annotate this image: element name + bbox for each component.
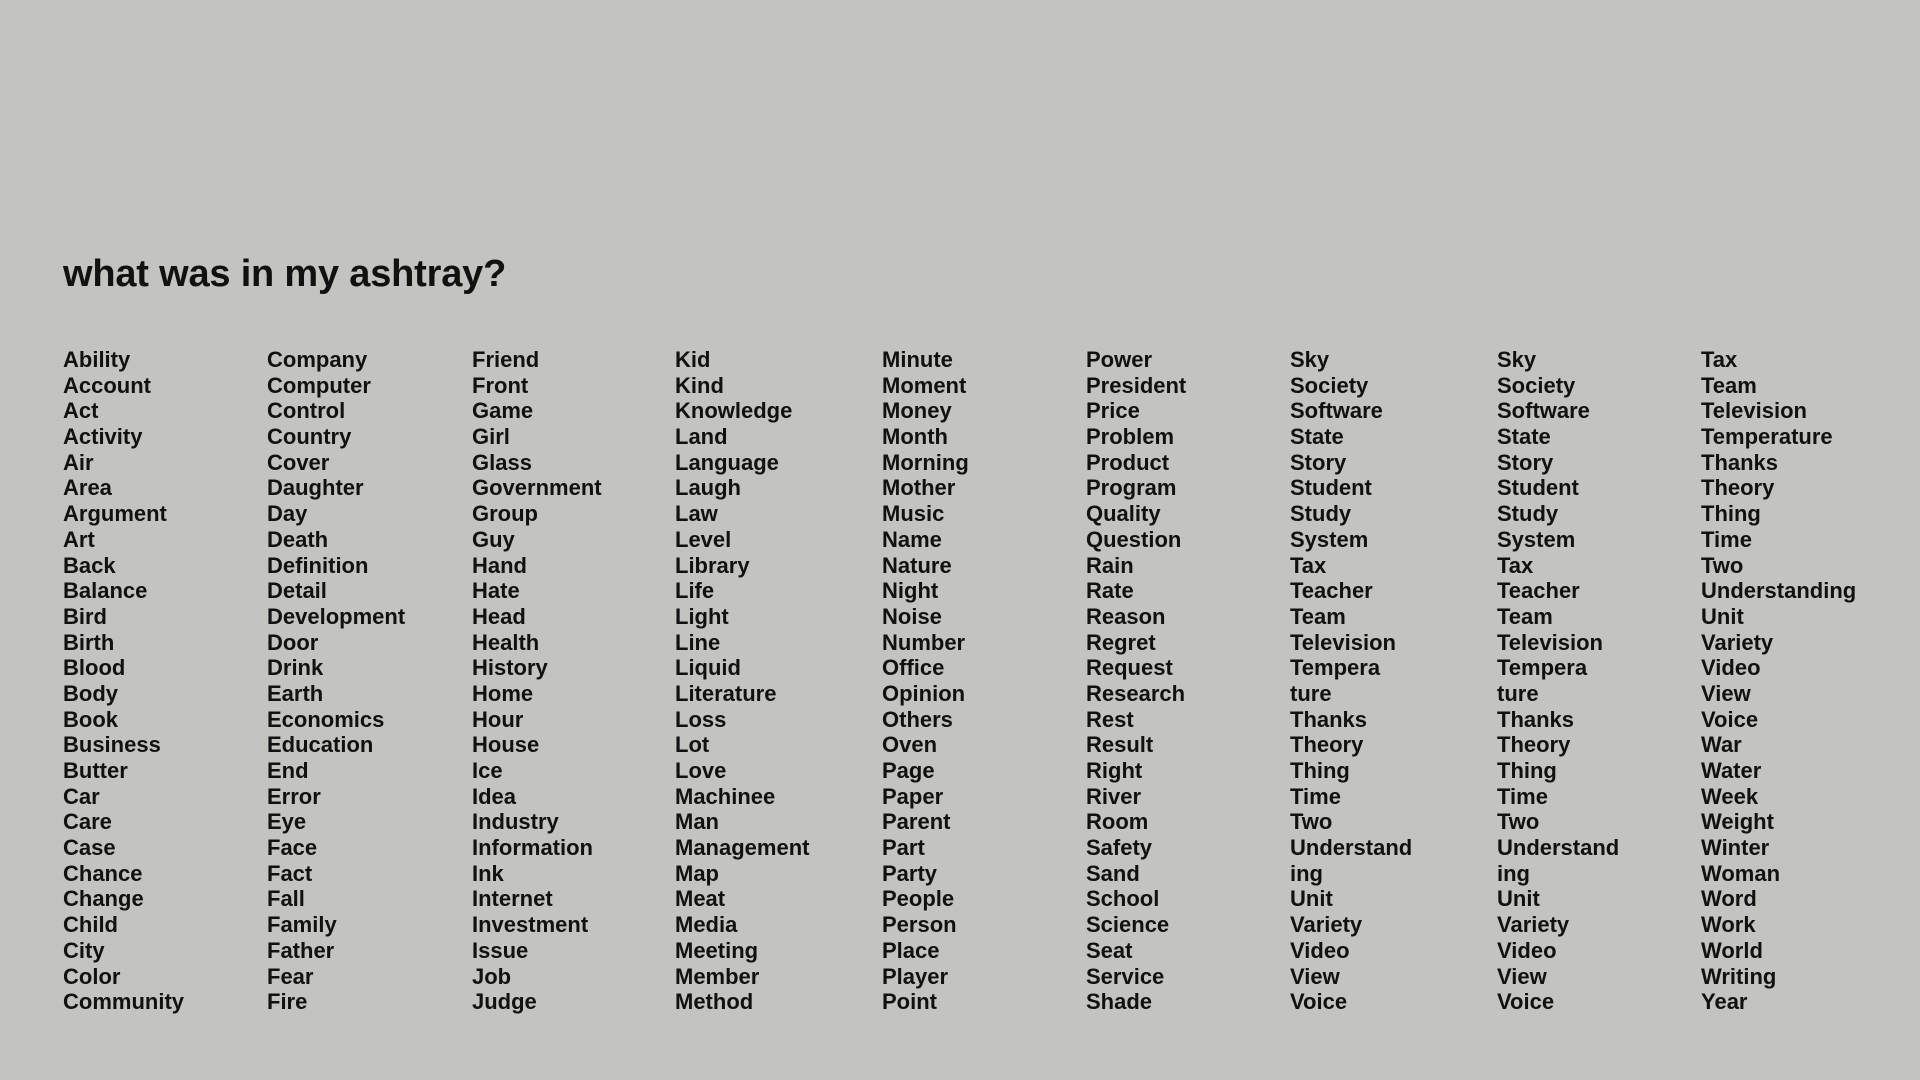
word-item: Time bbox=[1701, 526, 1752, 552]
word-item: System bbox=[1290, 526, 1369, 552]
word-item: Team bbox=[1290, 603, 1346, 629]
word-item: Money bbox=[882, 398, 952, 424]
word-item: Opinion bbox=[882, 680, 966, 706]
word-item: System bbox=[1497, 526, 1576, 552]
word-item: Member bbox=[675, 963, 760, 989]
word-item: Music bbox=[882, 501, 945, 527]
word-item: Art bbox=[63, 526, 95, 552]
word-item: Family bbox=[267, 912, 337, 938]
word-item: Moment bbox=[882, 372, 967, 398]
word-item: Body bbox=[63, 680, 118, 706]
word-item: Machinee bbox=[675, 783, 776, 809]
word-item: Morning bbox=[882, 449, 969, 475]
word-item: Person bbox=[882, 912, 957, 938]
word-item: Service bbox=[1086, 963, 1165, 989]
word-item: Teacher bbox=[1290, 578, 1373, 604]
word-item: Method bbox=[675, 989, 754, 1015]
word-item: Problem bbox=[1086, 424, 1175, 450]
word-item: Minute bbox=[882, 347, 953, 372]
word-item: Two bbox=[1701, 552, 1744, 578]
word-item: Internet bbox=[472, 886, 553, 912]
word-item: Student bbox=[1290, 475, 1372, 501]
word-item: Paper bbox=[882, 783, 944, 809]
page-title: what was in my ashtray? bbox=[63, 253, 507, 295]
word-item: Child bbox=[63, 912, 118, 938]
word-item: Result bbox=[1086, 732, 1154, 758]
word-item: Meat bbox=[675, 886, 726, 912]
word-item: View bbox=[1290, 963, 1340, 989]
word-item: Voice bbox=[1290, 989, 1348, 1015]
word-item: Fire bbox=[267, 989, 308, 1015]
word-item: Library bbox=[675, 552, 750, 578]
word-item: Investment bbox=[472, 912, 589, 938]
word-item: Sand bbox=[1086, 860, 1140, 886]
word-item: Question bbox=[1086, 526, 1182, 552]
word-item: Life bbox=[675, 578, 715, 604]
word-item: Thanks bbox=[1701, 449, 1779, 475]
word-item: Death bbox=[267, 526, 329, 552]
word-item: Understanding bbox=[1701, 578, 1857, 604]
word-item: ture bbox=[1497, 680, 1539, 706]
word-item: Blood bbox=[63, 655, 126, 681]
word-item: Thing bbox=[1497, 758, 1557, 783]
word-item: Name bbox=[882, 526, 942, 552]
word-item: Group bbox=[472, 501, 538, 527]
word-item: Research bbox=[1086, 680, 1186, 706]
word-item: Sky bbox=[1290, 347, 1330, 372]
word-item: Drink bbox=[267, 655, 324, 681]
word-item: Video bbox=[1701, 655, 1761, 681]
word-item: Team bbox=[1497, 603, 1553, 629]
word-item: Two bbox=[1290, 809, 1333, 835]
word-item: Rain bbox=[1086, 552, 1134, 578]
word-item: Thing bbox=[1701, 501, 1761, 527]
word-item: Time bbox=[1290, 783, 1341, 809]
word-item: School bbox=[1086, 886, 1160, 912]
word-item: Party bbox=[882, 860, 938, 886]
word-item: Thanks bbox=[1290, 706, 1368, 732]
word-item: Game bbox=[472, 398, 534, 424]
word-item: History bbox=[472, 655, 548, 681]
word-item: Level bbox=[675, 526, 732, 552]
word-item: Week bbox=[1701, 783, 1759, 809]
word-item: Girl bbox=[472, 424, 510, 450]
word-item: Teacher bbox=[1497, 578, 1580, 604]
word-item: Hand bbox=[472, 552, 527, 578]
word-item: Error bbox=[267, 783, 321, 809]
word-item: Seat bbox=[1086, 937, 1133, 963]
word-item: Software bbox=[1497, 398, 1590, 424]
word-item: Television bbox=[1497, 629, 1603, 655]
word-item: Head bbox=[472, 603, 526, 629]
word-item: Meeting bbox=[675, 937, 759, 963]
word-item: Activity bbox=[63, 424, 143, 450]
word-item: Room bbox=[1086, 809, 1149, 835]
word-item: Point bbox=[882, 989, 937, 1015]
word-item: Liquid bbox=[675, 655, 741, 681]
word-item: Earth bbox=[267, 680, 324, 706]
word-item: Lot bbox=[675, 732, 710, 758]
word-item: ture bbox=[1290, 680, 1332, 706]
word-item: Parent bbox=[882, 809, 951, 835]
word-item: Rest bbox=[1086, 706, 1134, 732]
word-item: River bbox=[1086, 783, 1142, 809]
word-item: Community bbox=[63, 989, 184, 1015]
word-item: Society bbox=[1497, 372, 1576, 398]
word-item: Variety bbox=[1701, 629, 1774, 655]
word-item: View bbox=[1701, 680, 1751, 706]
word-item: Fall bbox=[267, 886, 305, 912]
word-item: Map bbox=[675, 860, 719, 886]
word-item: Computer bbox=[267, 372, 371, 398]
word-item: Information bbox=[472, 835, 593, 861]
word-item: Price bbox=[1086, 398, 1140, 424]
word-item: Sky bbox=[1497, 347, 1537, 372]
word-item: Student bbox=[1497, 475, 1579, 501]
word-item: Air bbox=[63, 449, 94, 475]
word-item: Two bbox=[1497, 809, 1540, 835]
word-item: Idea bbox=[472, 783, 517, 809]
word-item: Quality bbox=[1086, 501, 1161, 527]
word-item: Television bbox=[1701, 398, 1807, 424]
word-item: Page bbox=[882, 758, 935, 783]
word-item: Story bbox=[1497, 449, 1554, 475]
word-item: President bbox=[1086, 372, 1187, 398]
word-column-7 bbox=[1290, 347, 1412, 1015]
word-item: Knowledge bbox=[675, 398, 793, 424]
word-item: Father bbox=[267, 937, 335, 963]
word-item: Control bbox=[267, 398, 346, 424]
word-item: House bbox=[472, 732, 540, 758]
word-item: Definition bbox=[267, 552, 369, 578]
word-item: Unit bbox=[1701, 603, 1744, 629]
word-item: State bbox=[1497, 424, 1551, 450]
word-item: Software bbox=[1290, 398, 1383, 424]
word-item: Oven bbox=[882, 732, 938, 758]
word-item: Player bbox=[882, 963, 949, 989]
word-item: People bbox=[882, 886, 955, 912]
word-item: Fear bbox=[267, 963, 314, 989]
word-columns bbox=[0, 347, 1920, 1027]
word-item: Judge bbox=[472, 989, 537, 1015]
word-column-9 bbox=[1701, 347, 1856, 1015]
word-item: Tax bbox=[1701, 347, 1738, 372]
word-item: Bird bbox=[63, 603, 107, 629]
word-item: Law bbox=[675, 501, 718, 527]
word-item: Love bbox=[675, 758, 727, 783]
word-item: Management bbox=[675, 835, 810, 861]
word-item: Voice bbox=[1701, 706, 1759, 732]
word-column-6 bbox=[1086, 347, 1186, 1015]
word-item: Number bbox=[882, 629, 966, 655]
word-item: Cover bbox=[267, 449, 330, 475]
word-item: Ink bbox=[472, 860, 504, 886]
word-item: Development bbox=[267, 603, 406, 629]
word-item: Rate bbox=[1086, 578, 1134, 604]
word-item: Power bbox=[1086, 347, 1153, 372]
word-item: Science bbox=[1086, 912, 1170, 938]
word-item: Understand bbox=[1290, 835, 1413, 861]
word-item: Fact bbox=[267, 860, 313, 886]
word-item: Color bbox=[63, 963, 121, 989]
word-item: Video bbox=[1290, 937, 1350, 963]
word-item: Glass bbox=[472, 449, 532, 475]
word-item: Back bbox=[63, 552, 116, 578]
word-item: Work bbox=[1701, 912, 1756, 938]
word-item: Change bbox=[63, 886, 144, 912]
word-item: Theory bbox=[1290, 732, 1364, 758]
word-item: Television bbox=[1290, 629, 1396, 655]
word-item: Right bbox=[1086, 758, 1143, 783]
word-item: Product bbox=[1086, 449, 1170, 475]
word-item: State bbox=[1290, 424, 1344, 450]
word-item: Care bbox=[63, 809, 112, 835]
word-item: Understand bbox=[1497, 835, 1620, 861]
word-item: Country bbox=[267, 424, 352, 450]
word-item: Time bbox=[1497, 783, 1548, 809]
word-item: Laugh bbox=[675, 475, 741, 501]
word-column-8 bbox=[1497, 347, 1619, 1015]
word-item: Job bbox=[472, 963, 512, 989]
word-item: Argument bbox=[63, 501, 167, 527]
word-item: Shade bbox=[1086, 989, 1153, 1015]
word-item: Language bbox=[675, 449, 779, 475]
word-column-4 bbox=[675, 347, 809, 1015]
word-item: Request bbox=[1086, 655, 1173, 681]
word-item: Hour bbox=[472, 706, 524, 732]
word-column-2 bbox=[267, 347, 405, 1015]
word-item: Tempera bbox=[1290, 655, 1381, 681]
word-item: Case bbox=[63, 835, 116, 861]
word-item: Account bbox=[63, 372, 151, 398]
word-item: ing bbox=[1290, 860, 1323, 886]
word-item: Variety bbox=[1497, 912, 1570, 938]
word-item: Health bbox=[472, 629, 540, 655]
word-item: World bbox=[1701, 937, 1763, 963]
word-item: Weight bbox=[1701, 809, 1774, 835]
word-item: Winter bbox=[1701, 835, 1770, 861]
word-item: Guy bbox=[472, 526, 515, 552]
word-item: Friend bbox=[472, 347, 540, 372]
word-item: Voice bbox=[1497, 989, 1555, 1015]
word-item: War bbox=[1701, 732, 1742, 758]
word-item: Home bbox=[472, 680, 534, 706]
word-item: Tax bbox=[1290, 552, 1327, 578]
word-item: Industry bbox=[472, 809, 559, 835]
word-item: Eye bbox=[267, 809, 307, 835]
word-item: Word bbox=[1701, 886, 1757, 912]
word-item: Office bbox=[882, 655, 945, 681]
word-item: Line bbox=[675, 629, 721, 655]
word-item: Loss bbox=[675, 706, 727, 732]
word-item: Kind bbox=[675, 372, 724, 398]
word-item: Economics bbox=[267, 706, 385, 732]
word-item: Door bbox=[267, 629, 319, 655]
word-item: Part bbox=[882, 835, 925, 861]
word-item: Light bbox=[675, 603, 729, 629]
word-item: Ice bbox=[472, 758, 503, 783]
word-item: Story bbox=[1290, 449, 1347, 475]
word-item: Night bbox=[882, 578, 939, 604]
word-item: Noise bbox=[882, 603, 942, 629]
word-column-5 bbox=[882, 347, 969, 1015]
word-item: Place bbox=[882, 937, 940, 963]
word-item: Year bbox=[1701, 989, 1748, 1015]
word-item: Theory bbox=[1497, 732, 1571, 758]
word-item: Book bbox=[63, 706, 118, 732]
word-item: Act bbox=[63, 398, 99, 424]
word-item: Issue bbox=[472, 937, 529, 963]
word-item: Video bbox=[1497, 937, 1557, 963]
word-item: Others bbox=[882, 706, 953, 732]
word-item: Butter bbox=[63, 758, 128, 783]
word-item: Water bbox=[1701, 758, 1762, 783]
word-item: Tempera bbox=[1497, 655, 1588, 681]
word-item: Writing bbox=[1701, 963, 1777, 989]
word-item: Safety bbox=[1086, 835, 1153, 861]
word-item: Front bbox=[472, 372, 529, 398]
word-item: Day bbox=[267, 501, 308, 527]
word-item: Chance bbox=[63, 860, 143, 886]
word-item: Land bbox=[675, 424, 728, 450]
word-item: Theory bbox=[1701, 475, 1775, 501]
word-item: Literature bbox=[675, 680, 777, 706]
word-item: Man bbox=[675, 809, 719, 835]
word-item: Month bbox=[882, 424, 948, 450]
word-item: Mother bbox=[882, 475, 956, 501]
word-item: Car bbox=[63, 783, 100, 809]
word-item: Unit bbox=[1290, 886, 1333, 912]
word-item: Temperature bbox=[1701, 424, 1833, 450]
word-item: Study bbox=[1290, 501, 1352, 527]
word-item: Regret bbox=[1086, 629, 1156, 655]
word-item: City bbox=[63, 937, 105, 963]
word-item: End bbox=[267, 758, 309, 783]
word-item: Company bbox=[267, 347, 368, 372]
word-item: Variety bbox=[1290, 912, 1363, 938]
word-item: Society bbox=[1290, 372, 1369, 398]
word-item: Thanks bbox=[1497, 706, 1575, 732]
word-item: Tax bbox=[1497, 552, 1534, 578]
word-item: Program bbox=[1086, 475, 1177, 501]
word-item: Government bbox=[472, 475, 602, 501]
word-item: View bbox=[1497, 963, 1547, 989]
word-item: Business bbox=[63, 732, 161, 758]
word-column-1 bbox=[63, 347, 184, 1015]
word-item: Woman bbox=[1701, 860, 1781, 886]
word-item: ing bbox=[1497, 860, 1530, 886]
word-item: Area bbox=[63, 475, 112, 501]
word-item: Hate bbox=[472, 578, 520, 604]
word-item: Birth bbox=[63, 629, 115, 655]
word-item: Detail bbox=[267, 578, 327, 604]
word-item: Balance bbox=[63, 578, 148, 604]
word-item: Media bbox=[675, 912, 738, 938]
word-item: Study bbox=[1497, 501, 1559, 527]
word-item: Unit bbox=[1497, 886, 1540, 912]
word-column-3 bbox=[472, 347, 602, 1015]
word-item: Reason bbox=[1086, 603, 1166, 629]
word-item: Nature bbox=[882, 552, 952, 578]
word-item: Team bbox=[1701, 372, 1757, 398]
word-item: Thing bbox=[1290, 758, 1350, 783]
word-item: Kid bbox=[675, 347, 711, 372]
word-item: Education bbox=[267, 732, 374, 758]
word-item: Daughter bbox=[267, 475, 364, 501]
word-item: Face bbox=[267, 835, 318, 861]
word-item: Ability bbox=[63, 347, 131, 372]
